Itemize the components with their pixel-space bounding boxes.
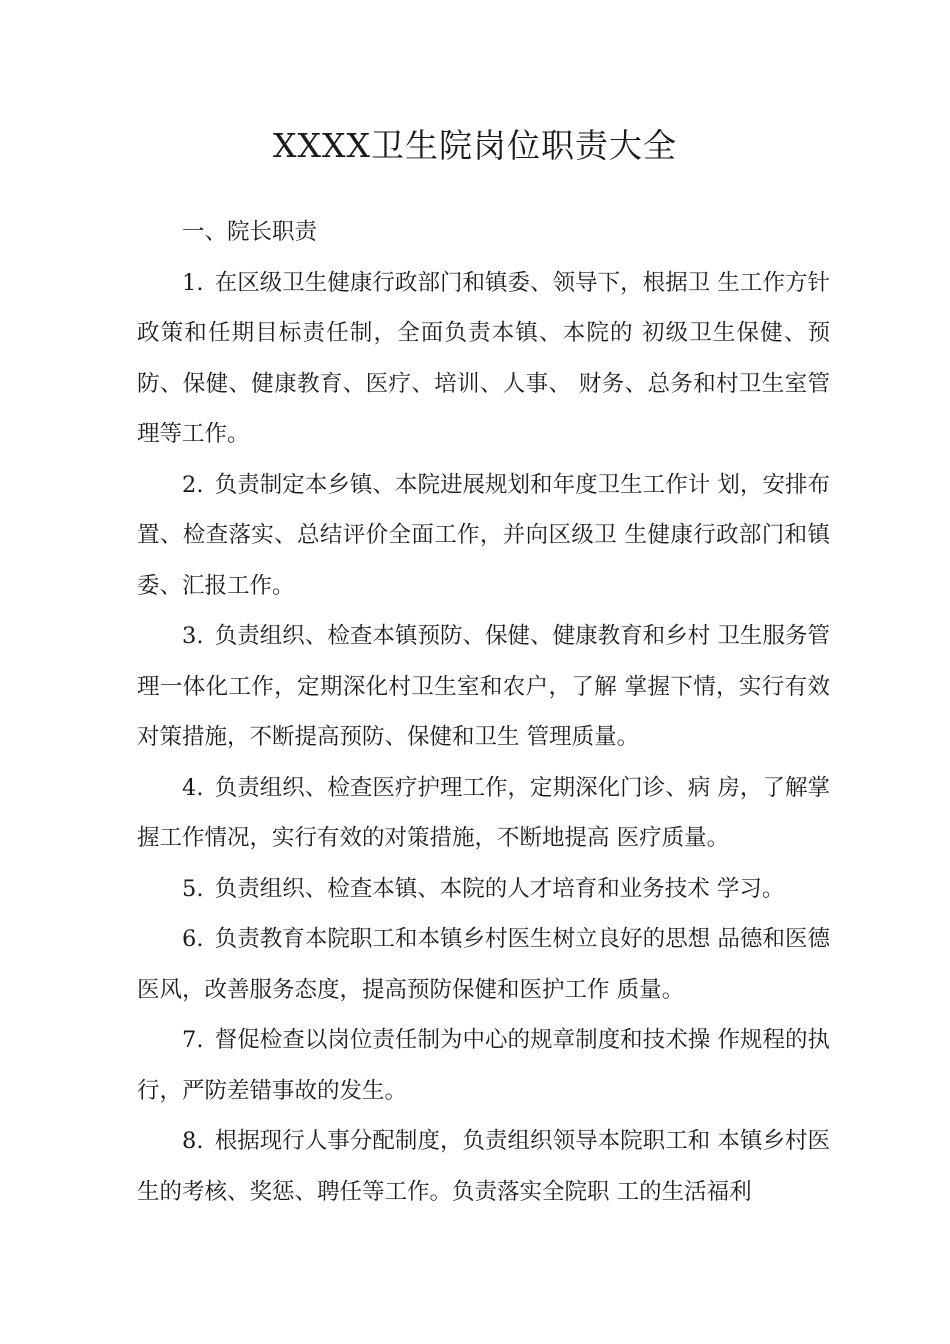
list-item [137,1116,830,1217]
item-text: 负责组织、检查医疗护理工作，定期深化门诊、病 房，了解掌握工作情况，实行有效的对策措施，不断地提高 医疗质量。 [137,774,830,851]
item-number: 2. [182,471,204,498]
section-heading: 一、院长职责 [182,219,318,245]
item-number: 5. [182,875,204,902]
item-text: 督促检查以岗位责任制为中心的规章制度和技术操 作规程的执行，严防差错事故的发生。 [137,1027,830,1104]
item-text: 在区级卫生健康行政部门和镇委、领导下，根据卫 生工作方针政策和任期目标责任制，全面负责本镇、本院的 初级卫生保健、预防、保健、健康教育、医疗、培训、人事、 财务、总务和村卫生室管理等工作。 [137,269,830,447]
item-text: 负责组织、检查本镇、本院的人才培育和业务技术 学习。 [214,875,785,902]
item-number: 6. [182,926,204,952]
list-item [137,611,830,763]
item-number: 1. [182,269,204,296]
item-text: 负责教育本院职工和本镇乡村医生树立良好的思想 品德和医德医风，改善服务态度，提高预防保健和医护工作 质量。 [137,926,830,1003]
list-item [137,460,830,612]
list-item [137,914,830,1015]
item-number: 8. [182,1128,204,1154]
list-item [137,258,830,460]
item-number: 4. [182,774,204,801]
item-text: 负责组织、检查本镇预防、保健、健康教育和乡村 卫生服务管理一体化工作，定期深化村卫生室和农户，了解 掌握下情，实行有效对策措施，不断提高预防、保健和卫生 管理质量。 [137,623,830,750]
list-item [137,864,830,915]
item-number: 7. [182,1027,204,1053]
document-title: XXXX卫生院岗位职责大全 [273,126,677,165]
item-text: 负责制定本乡镇、本院进展规划和年度卫生工作计 划，安排布置、检查落实、总结评价全面工作，并向区级卫 生健康行政部门和镇委、汇报工作。 [137,471,830,599]
document-body [137,207,830,1217]
list-item [137,763,830,864]
item-number: 3. [182,623,204,649]
item-text: 根据现行人事分配制度，负责组织领导本院职工和 本镇乡村医生的考核、奖惩、聘任等工作。负责落实全院职 工的生活福利 [137,1128,830,1205]
list-item [137,1015,830,1116]
